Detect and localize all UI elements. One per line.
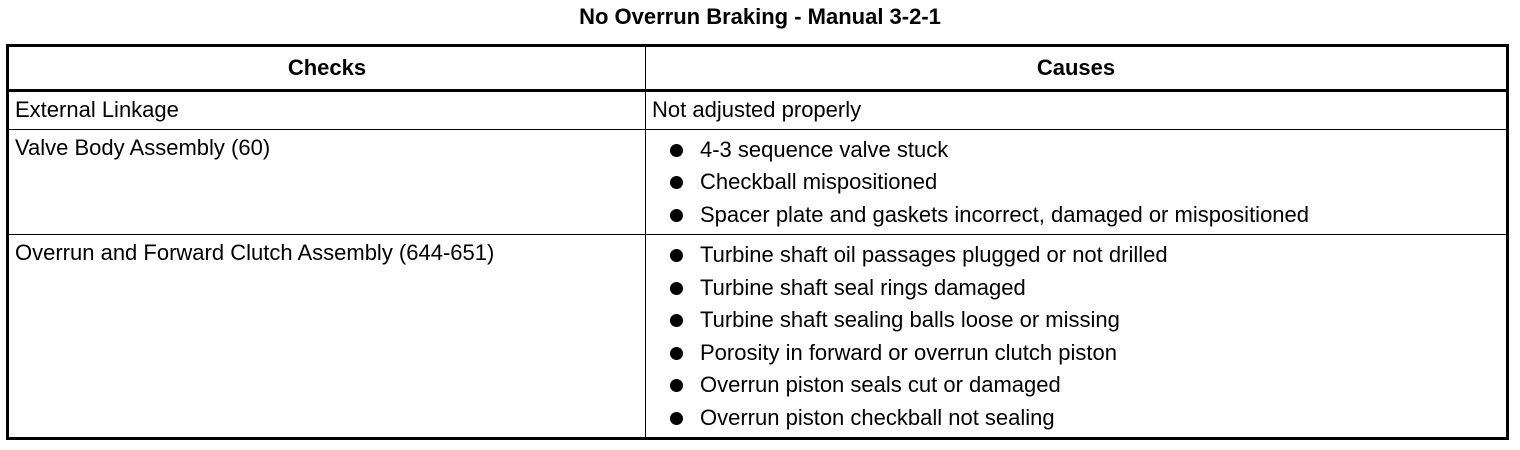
cause-cell — [646, 129, 1508, 235]
bullet-icon — [670, 412, 683, 425]
diagnosis-table — [6, 44, 1509, 440]
cause-list — [646, 130, 1506, 235]
bullet-icon — [670, 379, 683, 392]
bullet-icon — [670, 209, 683, 222]
cause-item-text: Turbine shaft sealing balls loose or missing — [700, 307, 1120, 332]
bullet-icon — [670, 347, 683, 360]
cause-list — [646, 235, 1506, 437]
check-label: External Linkage — [15, 97, 179, 122]
bullet-icon — [670, 314, 683, 327]
cause-item-text: Checkball mispositioned — [700, 169, 938, 194]
cause-item — [646, 402, 1506, 435]
cause-item — [646, 337, 1506, 370]
column-header-checks: Checks — [8, 46, 646, 91]
table-row — [8, 91, 1508, 130]
bullet-icon — [670, 249, 683, 262]
cause-item-text: 4-3 sequence valve stuck — [700, 136, 949, 162]
cause-text: Not adjusted properly — [652, 97, 862, 122]
cause-item — [646, 134, 1506, 167]
cause-item — [646, 199, 1506, 232]
check-cell — [8, 235, 646, 439]
cause-cell — [646, 91, 1508, 130]
cause-item-text: Porosity in forward or overrun clutch piston — [700, 339, 1117, 365]
table-row — [8, 235, 1508, 439]
bullet-icon — [670, 176, 683, 189]
cause-item-text: Overrun piston seals cut or damaged — [700, 372, 1061, 397]
check-label: Overrun and Forward Clutch Assembly (644-651) — [15, 240, 495, 265]
bullet-icon — [670, 282, 683, 295]
column-header-causes: Causes — [646, 46, 1508, 91]
check-cell — [8, 129, 646, 235]
cause-item-text: Overrun piston checkball not sealing — [700, 404, 1055, 430]
cause-item-text: Turbine shaft seal rings damaged — [700, 274, 1026, 300]
cause-item — [646, 369, 1506, 402]
bullet-icon — [670, 144, 683, 157]
table-title: No Overrun Braking - Manual 3-2-1 — [579, 4, 941, 29]
cause-item-text: Spacer plate and gaskets incorrect, damaged or mispositioned — [700, 201, 1310, 227]
check-cell — [8, 91, 646, 130]
cause-item — [646, 239, 1506, 272]
cause-item — [646, 166, 1506, 199]
header-row — [8, 46, 1508, 91]
table-row — [8, 129, 1508, 235]
cause-item-text: Turbine shaft oil passages plugged or not drilled — [700, 242, 1168, 267]
check-label: Valve Body Assembly (60) — [15, 134, 271, 160]
cause-cell — [646, 235, 1508, 439]
cause-item — [646, 304, 1506, 337]
cause-item — [646, 272, 1506, 305]
